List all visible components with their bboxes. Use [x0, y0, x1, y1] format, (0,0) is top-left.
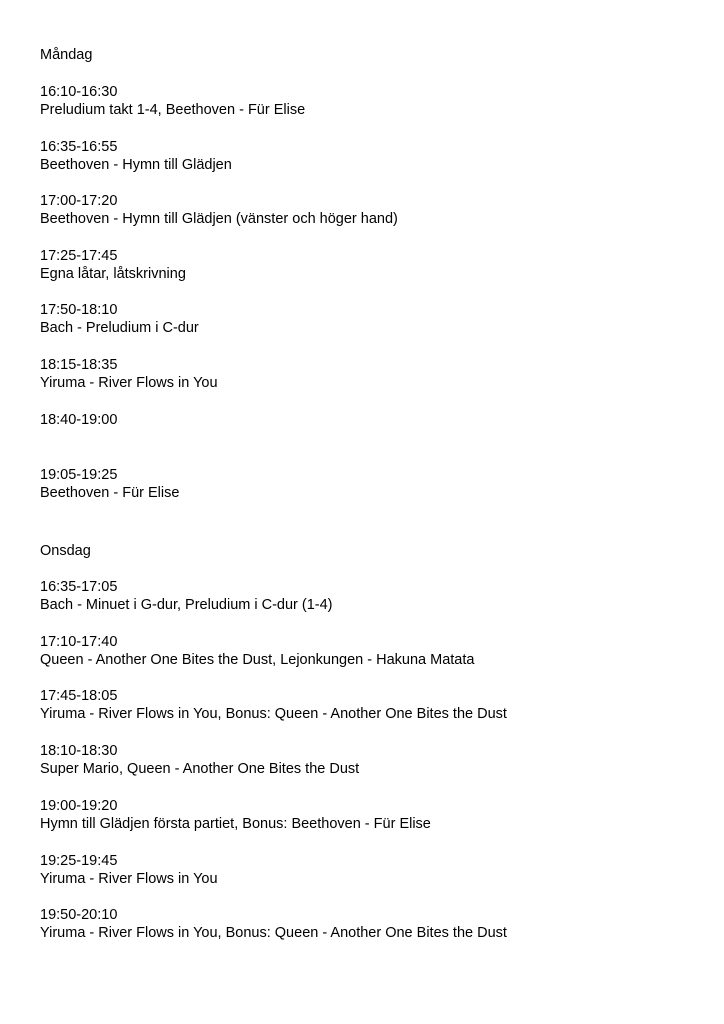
entry-description: Bach - Preludium i C-dur [40, 320, 199, 336]
entry-time: 16:35-16:55 [40, 139, 118, 155]
schedule-entry [40, 906, 507, 942]
entry-time: 18:15-18:35 [40, 357, 118, 373]
entry-time: 19:00-19:20 [40, 798, 118, 814]
entry-time: 16:35-17:05 [40, 579, 118, 595]
schedule-entry [40, 466, 179, 502]
schedule-entry [40, 797, 431, 833]
entry-time: 18:40-19:00 [40, 412, 118, 428]
entry-time: 17:50-18:10 [40, 302, 118, 318]
entry-description: Preludium takt 1-4, Beethoven - Für Elise [40, 102, 306, 118]
entry-description: Yiruma - River Flows in You, Bonus: Queen - Another One Bites the Dust [40, 706, 507, 722]
entry-time: 17:10-17:40 [40, 634, 118, 650]
schedule-entry [40, 192, 398, 228]
day-heading-mandag: Måndag [40, 47, 93, 63]
entry-description: Yiruma - River Flows in You [40, 375, 218, 391]
schedule-entry [40, 83, 305, 119]
entry-time: 16:10-16:30 [40, 84, 118, 100]
entry-description: Beethoven - Für Elise [40, 485, 180, 501]
entry-time: 17:25-17:45 [40, 248, 118, 264]
entry-time: 17:00-17:20 [40, 193, 118, 209]
entry-description: Hymn till Glädjen första partiet, Bonus: Beethoven - Für Elise [40, 816, 431, 832]
schedule-entry [40, 301, 199, 337]
schedule-entry [40, 356, 218, 392]
entry-description: Super Mario, Queen - Another One Bites the Dust [40, 761, 360, 777]
entry-description: Yiruma - River Flows in You [40, 871, 218, 887]
schedule-entry [40, 742, 359, 778]
entry-description: Yiruma - River Flows in You, Bonus: Queen - Another One Bites the Dust [40, 925, 507, 941]
entry-description: Bach - Minuet i G-dur, Preludium i C-dur (1-4) [40, 597, 333, 613]
entry-description: Beethoven - Hymn till Glädjen (vänster och höger hand) [40, 211, 398, 227]
schedule-entry [40, 633, 474, 669]
entry-description: Egna låtar, låtskrivning [40, 266, 186, 282]
entry-time: 18:10-18:30 [40, 743, 118, 759]
schedule-entry [40, 578, 333, 614]
schedule-entry [40, 687, 507, 723]
entry-time: 17:45-18:05 [40, 688, 118, 704]
entry-time: 19:05-19:25 [40, 467, 118, 483]
entry-time: 19:50-20:10 [40, 907, 118, 923]
entry-description: Queen - Another One Bites the Dust, Lejonkungen - Hakuna Matata [40, 652, 475, 668]
day-heading-onsdag: Onsdag [40, 543, 91, 559]
schedule-entry [40, 852, 218, 888]
schedule-entry [40, 138, 232, 174]
entry-time: 19:25-19:45 [40, 853, 118, 869]
entry-description: Beethoven - Hymn till Glädjen [40, 157, 232, 173]
entry-description [40, 429, 117, 447]
schedule-entry [40, 411, 117, 447]
schedule-entry [40, 247, 186, 283]
